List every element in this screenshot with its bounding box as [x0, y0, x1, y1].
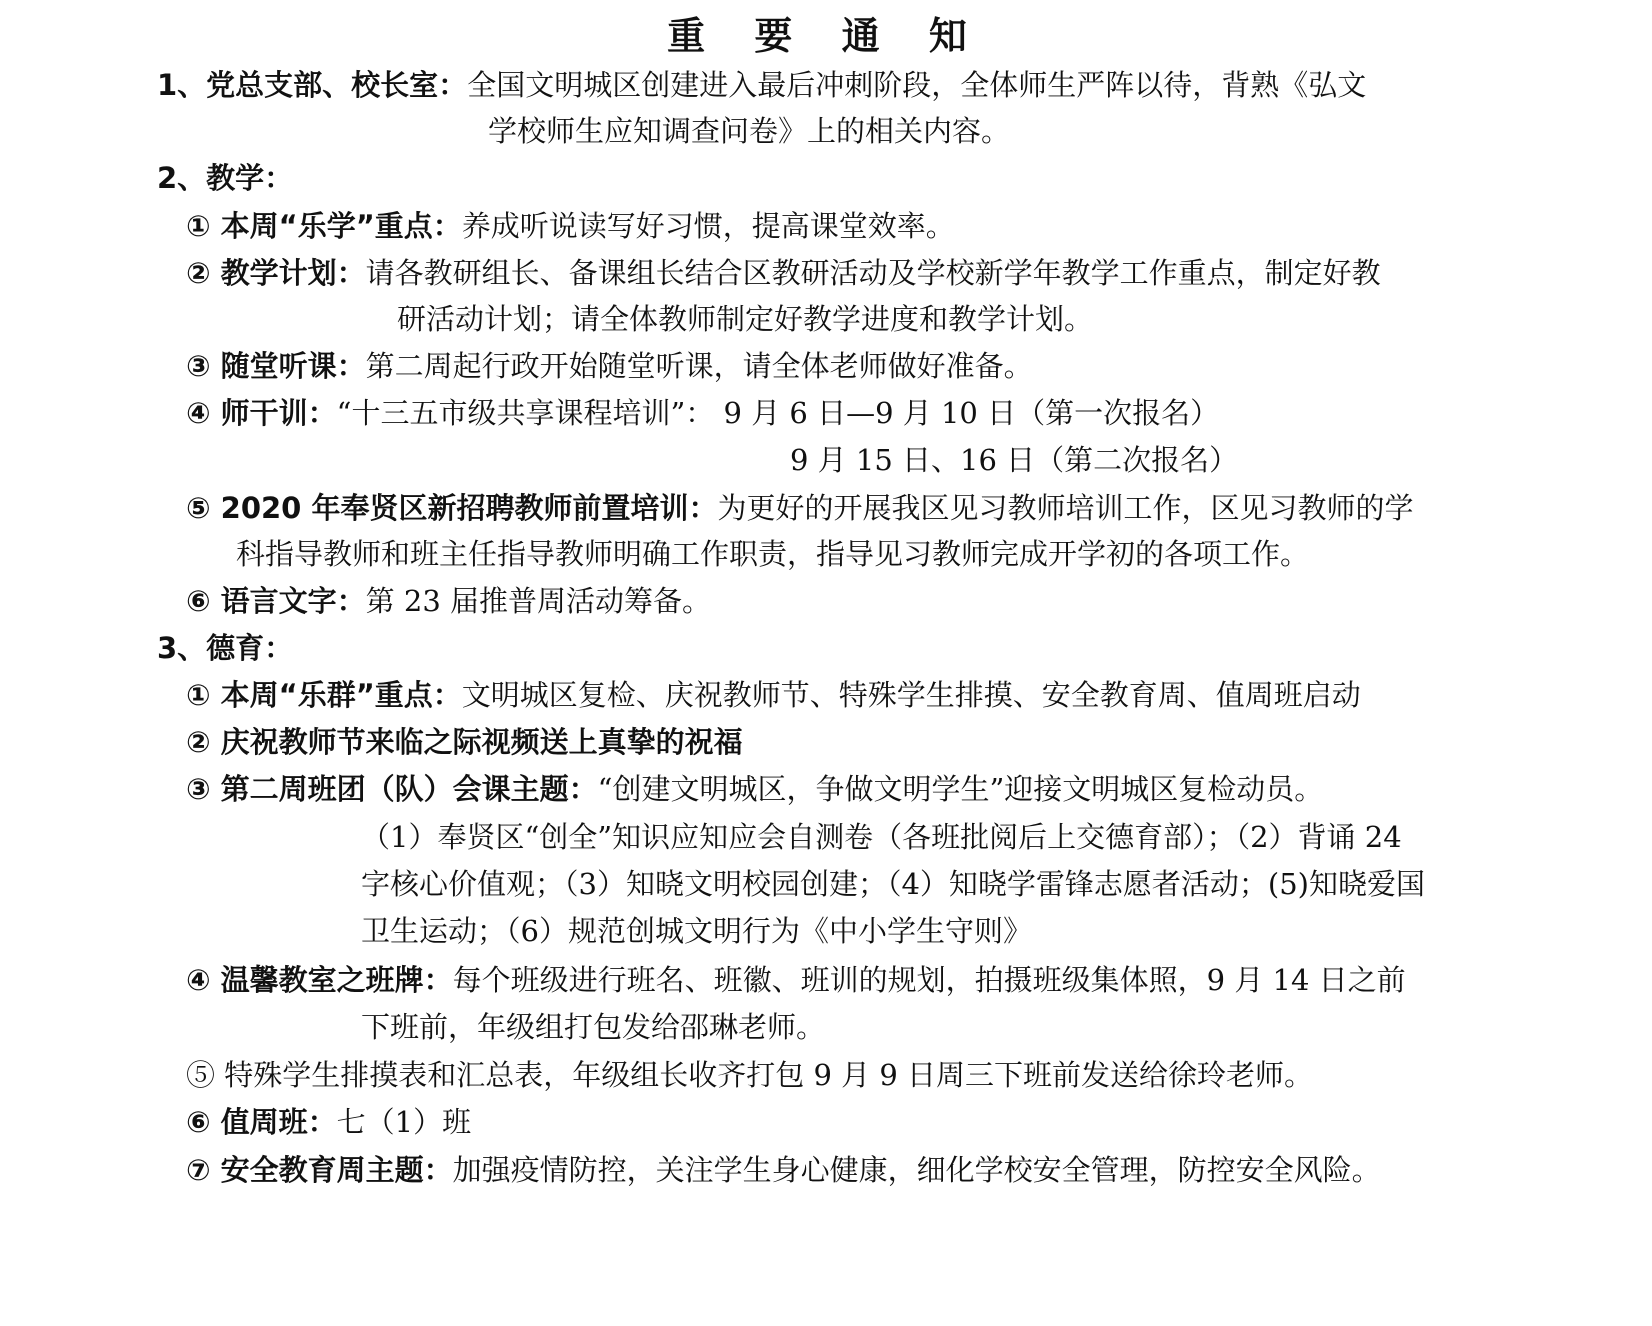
- moral-item-7-label: ⑦ 安全教育周主题：: [186, 1153, 453, 1187]
- moral-item-3-line4: 卫生运动；（6）规范创城文明行为《中小学生守则》: [361, 914, 1032, 948]
- page-title: 重 要 通 知: [667, 14, 985, 58]
- section-1-text-line1: 全国文明城区创建进入最后冲刺阶段，全体师生严阵以待，背熟《弘文: [467, 68, 1367, 102]
- moral-item-2-label: ② 庆祝教师节来临之际视频送上真挚的祝福: [186, 725, 743, 759]
- moral-item-2: [186, 719, 743, 765]
- teaching-item-2-line1: 请各教研组长、备课组长结合区教研活动及学校新学年教学工作重点，制定好教: [365, 256, 1381, 290]
- moral-item-7: [186, 1147, 1381, 1193]
- teaching-item-4-line2: 9 月 15 日、16 日（第二次报名）: [790, 443, 1239, 477]
- moral-item-1-label: ① 本周“乐群”重点：: [186, 678, 462, 712]
- teaching-item-4: [186, 390, 1219, 436]
- teaching-item-4-label: ④ 师干训：: [186, 396, 337, 430]
- moral-item-4-line1: 每个班级进行班名、班徽、班训的规划，拍摄班级集体照，9 月 14 日之前: [452, 963, 1406, 997]
- moral-item-4-line2: 下班前，年级组打包发给邵琳老师。: [361, 1010, 826, 1044]
- section-1-label: 1、党总支部、校长室：: [157, 68, 468, 102]
- teaching-item-4-line1: “十三五市级共享课程培训”： 9 月 6 日—9 月 10 日（第一次报名）: [336, 396, 1220, 430]
- moral-item-7-text: 加强疫情防控，关注学生身心健康，细化学校安全管理，防控安全风险。: [452, 1153, 1381, 1187]
- moral-item-5-text: ⑤ 特殊学生排摸表和汇总表，年级组长收齐打包 9 月 9 日周三下班前发送给徐玲老师。: [186, 1058, 1313, 1092]
- moral-item-6: [186, 1099, 471, 1145]
- moral-item-3-line1: “创建文明城区，争做文明学生”迎接文明城区复检动员。: [597, 772, 1324, 806]
- section-2-heading: [157, 155, 293, 201]
- section-1: [157, 62, 1366, 108]
- teaching-item-6-label: ⑥ 语言文字：: [186, 584, 366, 618]
- moral-item-6-text: 七（1）班: [336, 1105, 472, 1139]
- section-3-heading: [157, 625, 293, 671]
- moral-item-4: [186, 957, 1406, 1003]
- teaching-item-3-label: ③ 随堂听课：: [186, 349, 366, 383]
- teaching-item-2: [186, 250, 1381, 296]
- moral-item-3: [186, 766, 1323, 812]
- teaching-item-6-text: 第 23 届推普周活动筹备。: [365, 584, 711, 618]
- teaching-item-1-label: ① 本周“乐学”重点：: [186, 209, 462, 243]
- teaching-item-6: [186, 578, 711, 624]
- section-3-label: 3、德育：: [157, 631, 294, 665]
- moral-item-3-line3: 字核心价值观；（3）知晓文明校园创建；（4）知晓学雷锋志愿者活动；(5)知晓爱国: [361, 867, 1425, 901]
- teaching-item-5-line2: 科指导教师和班主任指导教师明确工作职责，指导见习教师完成开学初的各项工作。: [236, 537, 1310, 571]
- teaching-item-5-line1: 为更好的开展我区见习教师培训工作，区见习教师的学: [717, 491, 1414, 525]
- teaching-item-1-text: 养成听说读写好习惯，提高课堂效率。: [461, 209, 955, 243]
- teaching-item-5-label: ⑤ 2020 年奉贤区新招聘教师前置培训：: [186, 491, 718, 525]
- moral-item-1: [186, 672, 1361, 718]
- teaching-item-2-line2: 研活动计划；请全体教师制定好教学进度和教学计划。: [397, 302, 1094, 336]
- moral-item-1-text: 文明城区复检、庆祝教师节、特殊学生排摸、安全教育周、值周班启动: [461, 678, 1361, 712]
- teaching-item-2-label: ② 教学计划：: [186, 256, 366, 290]
- section-1-text-line2: 学校师生应知调查问卷》上的相关内容。: [488, 114, 1011, 148]
- teaching-item-3-text: 第二周起行政开始随堂听课，请全体老师做好准备。: [365, 349, 1033, 383]
- section-2-label: 2、教学：: [157, 161, 294, 195]
- moral-item-3-line2: （1）奉贤区“创全”知识应知应会自测卷（各班批阅后上交德育部）；（2）背诵 24: [361, 820, 1402, 854]
- teaching-item-3: [186, 343, 1033, 389]
- teaching-item-1: [186, 203, 955, 249]
- moral-item-3-label: ③ 第二周班团（队）会课主题：: [186, 772, 598, 806]
- moral-item-6-label: ⑥ 值周班：: [186, 1105, 337, 1139]
- moral-item-4-label: ④ 温馨教室之班牌：: [186, 963, 453, 997]
- teaching-item-5: [186, 485, 1413, 531]
